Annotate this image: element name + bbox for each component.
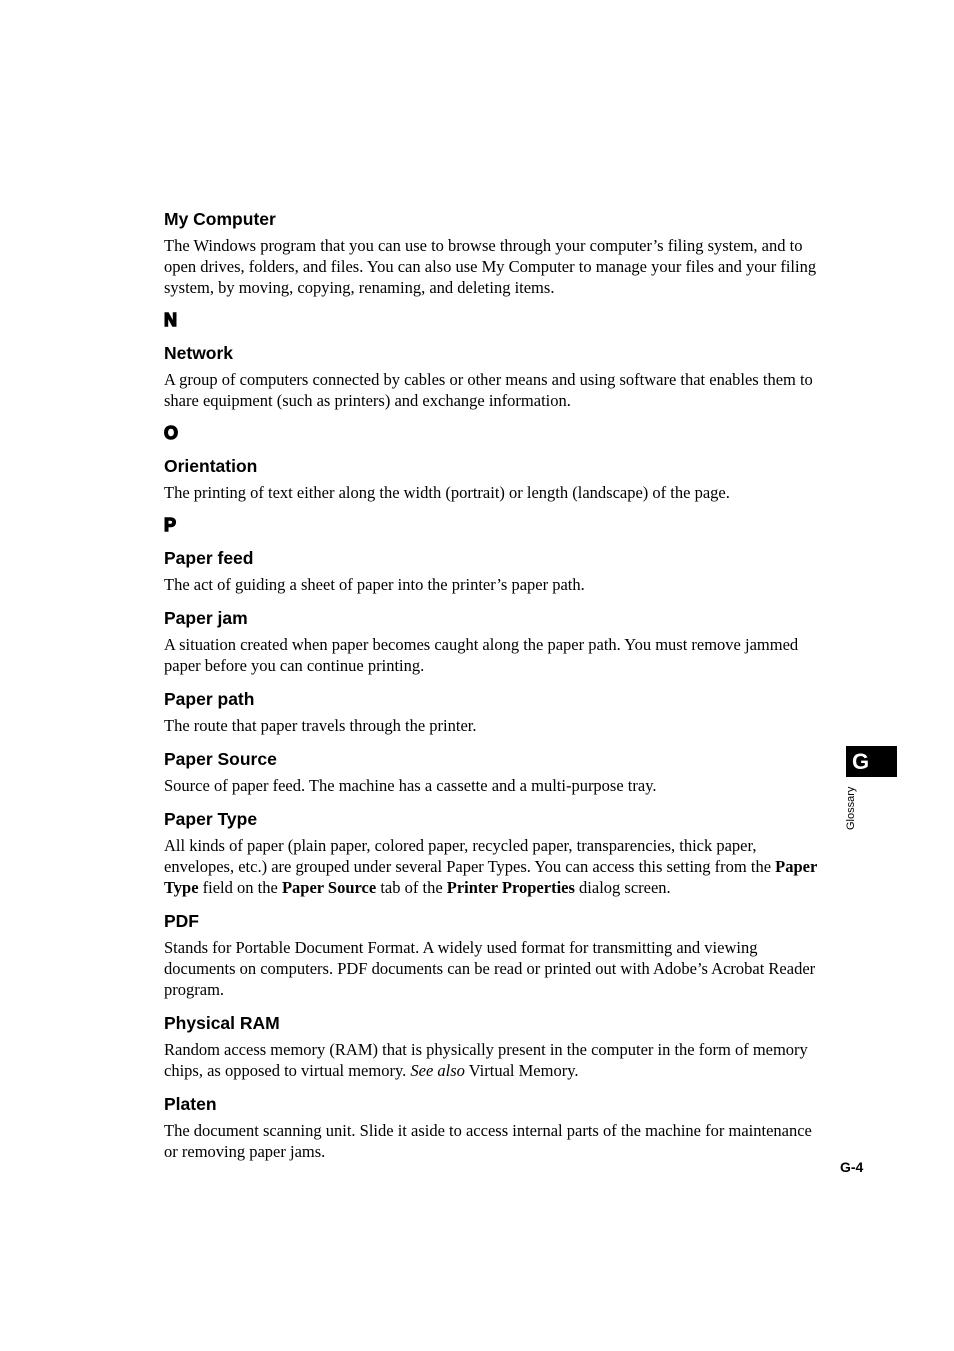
section-letter-n: N [164,310,177,330]
term-paper-feed: Paper feed [164,548,254,568]
definition-text: Printer Properties [446,878,575,897]
page-number: G-4 [840,1159,864,1175]
chapter-tab-letter: G [852,749,870,774]
definition-paper-jam [164,634,829,676]
term-my-computer: My Computer [164,209,276,229]
definition-paper-type [164,835,829,898]
section-letter-p: P [164,515,177,535]
definition-physical-ram [164,1039,829,1081]
definition-text: dialog screen. [574,878,671,897]
definition-network [164,369,829,411]
definition-text: Random access memory (RAM) that is physically present in the computer in the form of memory chips, as opposed to virtual memory. [164,1040,808,1080]
definition-text: Paper Type [164,857,818,897]
definition-text: The act of guiding a sheet of paper into the printer’s paper path. [164,575,585,594]
definition-pdf [164,937,829,1000]
definition-text: tab of the [376,878,447,897]
term-paper-source: Paper Source [164,749,277,769]
term-orientation: Orientation [164,456,258,476]
definition-text: Stands for Portable Document Format. A widely used format for transmitting and viewing documents on computers. PDF documents can be read or printed out with Adobe’s Acrobat Reader program. [164,938,816,999]
definition-text: All kinds of paper (plain paper, colored paper, recycled paper, transparencies, thick paper, envelopes, etc.) are grouped under several Paper Types. You can access this setting from the [164,836,776,876]
definition-paper-feed [164,574,829,595]
definition-paper-path [164,715,829,736]
definition-my-computer [164,235,829,298]
definition-paper-source [164,775,829,796]
term-physical-ram: Physical RAM [164,1013,280,1033]
glossary-content [164,208,829,1174]
definition-text: Virtual Memory. [464,1061,579,1080]
definition-text: Paper Source [281,878,377,897]
definition-text: A group of computers connected by cables or other means and using software that enables them to share equipment (such as printers) and exchange information. [164,370,813,410]
definition-text: The printing of text either along the width (portrait) or length (landscape) of the page. [164,483,730,502]
term-paper-path: Paper path [164,689,255,709]
definition-text: Source of paper feed. The machine has a cassette and a multi-purpose tray. [164,776,657,795]
term-platen: Platen [164,1094,217,1114]
term-paper-type: Paper Type [164,809,258,829]
section-letter-o: O [164,423,179,443]
definition-platen [164,1120,829,1162]
definition-orientation [164,482,829,503]
definition-text: field on the [198,878,282,897]
definition-text: The Windows program that you can use to browse through your computer’s filing system, and to open drives, folders, and files. You can also use My Computer to manage your files and your filing system, by moving, copying, renaming, and deleting items. [164,236,817,297]
term-paper-jam: Paper jam [164,608,248,628]
term-network: Network [164,343,234,363]
definition-text: The document scanning unit. Slide it aside to access internal parts of the machine for maintenance or removing paper jams. [164,1121,812,1161]
definition-text: A situation created when paper becomes caught along the paper path. You must remove jammed paper before you can continue printing. [164,635,799,675]
chapter-tab-label: Glossary [845,786,857,830]
definition-text: The route that paper travels through the printer. [164,716,477,735]
chapter-tab [846,746,897,777]
definition-text: See also [410,1061,465,1080]
term-pdf: PDF [164,911,199,931]
